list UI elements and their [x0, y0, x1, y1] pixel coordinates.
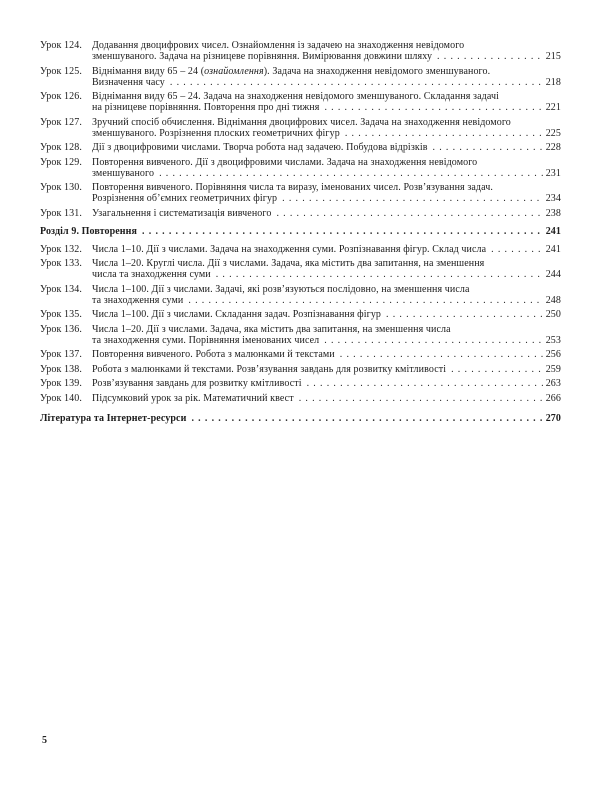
dot-leader	[386, 309, 543, 320]
section-title: Література та Інтернет-ресурси	[40, 412, 187, 424]
dot-leader	[170, 77, 543, 88]
entry-text	[92, 142, 428, 153]
entry-text	[92, 51, 432, 62]
page-ref: 221	[545, 102, 561, 113]
entry-line	[92, 91, 561, 102]
lesson-label: Урок 130.	[40, 182, 82, 193]
page-ref: 253	[545, 334, 561, 346]
entry-text	[92, 168, 154, 179]
entry-text	[92, 335, 319, 346]
entry-line	[92, 40, 561, 51]
entry-line	[92, 393, 561, 404]
entry-line	[92, 309, 561, 320]
entry-line	[92, 51, 561, 62]
lesson-label: Урок 132.	[40, 243, 82, 255]
toc-entry	[40, 244, 561, 255]
toc-entry	[40, 378, 561, 389]
entry-line	[92, 335, 561, 346]
lesson-label: Урок 124.	[40, 40, 82, 51]
lesson-label: Урок 127.	[40, 116, 82, 128]
entry-body	[92, 364, 561, 375]
entry-text	[92, 364, 446, 375]
toc-entry	[40, 117, 561, 139]
page-ref: 259	[545, 363, 561, 375]
entry-text-segment: ). Задача на знаходження невідомого зменшуваного.	[263, 65, 491, 77]
toc-section-row	[40, 226, 561, 237]
dot-leader	[276, 208, 542, 219]
entry-line	[92, 168, 561, 179]
entry-body	[92, 208, 561, 219]
dot-leader	[159, 168, 543, 179]
lesson-label: Урок 133.	[40, 258, 82, 269]
page-ref: 241	[545, 225, 561, 237]
toc-section-row	[40, 413, 561, 424]
page-ref: 231	[545, 167, 561, 179]
entry-body	[92, 324, 561, 346]
entry-body	[92, 157, 561, 179]
page-ref: 215	[545, 51, 561, 62]
page-ref: 228	[545, 142, 561, 153]
entry-line	[92, 66, 561, 77]
entry-line	[92, 349, 561, 360]
entry-line	[92, 295, 561, 306]
entry-line	[92, 378, 561, 389]
section-title: Розділ 9. Повторення	[40, 225, 138, 237]
entry-text-segment: Повторення вивченого. Дії з двоцифровими числами. Задача на знаходження невідомого	[92, 156, 478, 168]
entry-text	[92, 208, 271, 219]
dot-leader	[437, 51, 543, 62]
entry-text-segment: на різницеве порівняння. Повторення про дні тижня	[92, 102, 320, 113]
dot-leader	[299, 393, 543, 404]
entry-body	[92, 258, 561, 280]
entry-text-segment: Повторення вивченого. Робота з малюнками й текстами	[92, 349, 335, 360]
entry-text-italic: ознайомлення	[204, 65, 264, 77]
entry-line	[92, 77, 561, 88]
entry-line	[92, 142, 561, 153]
entry-text-segment: Додавання двоцифрових чисел. Ознайомлення із задачею на знаходження невідомого	[92, 40, 465, 51]
toc-entry	[40, 364, 561, 375]
entry-line	[92, 102, 561, 113]
toc-entry	[40, 349, 561, 360]
entry-line	[92, 364, 561, 375]
entry-text	[92, 244, 486, 255]
entry-text	[92, 193, 277, 204]
entry-text	[92, 393, 294, 404]
lesson-label: Урок 139.	[40, 378, 82, 389]
entry-text-segment: Віднімання виду 65 – 24 (	[92, 65, 205, 77]
page-ref: 241	[545, 243, 561, 255]
entry-line	[92, 284, 561, 295]
entry-text-segment: зменшуваного. Розрізнення плоских геометричних фігур	[92, 127, 340, 139]
entry-body	[92, 40, 561, 62]
dot-leader	[324, 102, 542, 113]
entry-line	[92, 269, 561, 280]
toc-entry	[40, 208, 561, 219]
entry-text	[92, 128, 340, 139]
dot-leader	[340, 349, 543, 360]
lesson-label: Урок 137.	[40, 349, 82, 360]
dot-leader	[216, 269, 543, 280]
dot-leader	[491, 244, 543, 255]
entry-text	[92, 269, 211, 280]
toc-entry	[40, 40, 561, 62]
entry-text	[92, 295, 183, 306]
page-ref: 218	[545, 76, 561, 88]
toc-entry	[40, 393, 561, 404]
toc-entry	[40, 258, 561, 280]
lesson-label: Урок 125.	[40, 65, 82, 77]
entry-text-segment: Повторення вивченого. Порівняння числа та виразу, іменованих чисел. Розв’язування задач.	[92, 182, 493, 193]
entry-body	[92, 66, 561, 88]
dot-leader	[324, 335, 542, 346]
dot-leader	[433, 142, 543, 153]
entry-line	[92, 117, 561, 128]
entry-text-segment: зменшуваного	[92, 167, 155, 179]
entry-line	[92, 208, 561, 219]
entry-line	[92, 182, 561, 193]
toc-entry	[40, 324, 561, 346]
toc-entry	[40, 157, 561, 179]
entry-text-segment: зменшуваного. Задача на різницеве порівняння. Вимірювання довжини шляху	[92, 51, 433, 62]
page-ref: 248	[545, 294, 561, 306]
entry-text-segment: Числа 1–20. Дії з числами. Задача, яка містить два запитання, на зменшення числа	[92, 323, 451, 335]
table-of-contents	[40, 40, 561, 431]
dot-leader	[142, 226, 543, 237]
entry-text-segment: Узагальнення і систематизація вивченого	[92, 207, 272, 219]
lesson-label: Урок 131.	[40, 207, 82, 219]
entry-body	[92, 182, 561, 204]
toc-entry	[40, 182, 561, 204]
entry-text-segment: числа та знаходження суми	[92, 269, 211, 280]
lesson-label: Урок 136.	[40, 323, 82, 335]
entry-text	[92, 349, 335, 360]
lesson-label: Урок 126.	[40, 91, 82, 102]
entry-text-segment: Віднімання виду 65 – 24. Задача на знаходження невідомого зменшуваного. Складання задачі	[92, 91, 499, 102]
entry-line	[92, 258, 561, 269]
entry-body	[92, 284, 561, 306]
dot-leader	[191, 413, 542, 424]
page-ref: 238	[545, 207, 561, 219]
entry-text	[92, 77, 165, 88]
lesson-label: Урок 135.	[40, 309, 82, 320]
entry-line	[92, 157, 561, 168]
entry-body	[92, 244, 561, 255]
entry-text-segment: Робота з малюнками й текстами. Розв’язування завдань для розвитку кмітливості	[92, 363, 447, 375]
dot-leader	[188, 295, 542, 306]
page-ref: 244	[545, 269, 561, 280]
page-ref: 250	[545, 309, 561, 320]
entry-text-segment: та знаходження суми	[92, 294, 184, 306]
entry-body	[92, 309, 561, 320]
dot-leader	[345, 128, 543, 139]
entry-text-segment: Визначення часу	[92, 76, 165, 88]
toc-entry	[40, 66, 561, 88]
dot-leader	[307, 378, 543, 389]
entry-text-segment: Числа 1–20. Круглі числа. Дії з числами. Задача, яка містить два запитання, на зменшення	[92, 258, 485, 269]
toc-entry	[40, 142, 561, 153]
lesson-label: Урок 129.	[40, 156, 82, 168]
entry-text-segment: Зручний спосіб обчислення. Віднімання двоцифрових чисел. Задача на знаходження невідомого	[92, 116, 511, 128]
dot-leader	[451, 364, 543, 375]
entry-line	[92, 128, 561, 139]
entry-text-segment: Розв’язування завдань для розвитку кмітливості	[92, 378, 302, 389]
page-ref: 266	[545, 392, 561, 404]
entry-text	[92, 378, 302, 389]
entry-line	[92, 193, 561, 204]
entry-text-segment: Числа 1–100. Дії з числами. Складання задач. Розпізнавання фігур	[92, 309, 382, 320]
page-ref: 256	[545, 349, 561, 360]
toc-entry	[40, 309, 561, 320]
footer-page-number: 5	[42, 735, 47, 746]
lesson-label: Урок 140.	[40, 392, 82, 404]
entry-text-segment: Числа 1–10. Дії з числами. Задача на знаходження суми. Розпізнавання фігур. Склад числа	[92, 243, 487, 255]
page-ref: 263	[545, 378, 561, 389]
entry-body	[92, 117, 561, 139]
entry-text-segment: Підсумковий урок за рік. Математичний квест	[92, 392, 294, 404]
entry-text-segment: та знаходження суми. Порівняння іменованих чисел	[92, 334, 320, 346]
toc-entry	[40, 284, 561, 306]
entry-text	[92, 309, 381, 320]
entry-text-segment: Числа 1–100. Дії з числами. Задачі, які розв’язуються послідовно, на зменшення числа	[92, 283, 470, 295]
entry-line	[92, 324, 561, 335]
dot-leader	[282, 193, 543, 204]
entry-text	[92, 102, 319, 113]
lesson-label: Урок 138.	[40, 363, 82, 375]
page-ref: 270	[545, 412, 561, 424]
entry-body	[92, 91, 561, 113]
entry-line	[92, 244, 561, 255]
lesson-label: Урок 134.	[40, 283, 82, 295]
toc-entry	[40, 91, 561, 113]
lesson-label: Урок 128.	[40, 142, 82, 153]
entry-body	[92, 142, 561, 153]
entry-body	[92, 349, 561, 360]
page-ref: 225	[545, 127, 561, 139]
entry-body	[92, 378, 561, 389]
entry-text-segment: Дії з двоцифровими числами. Творча робота над задачею. Побудова відрізків	[92, 142, 428, 153]
page-ref: 234	[545, 193, 561, 204]
entry-body	[92, 393, 561, 404]
entry-text-segment: Розрізнення об’ємних геометричних фігур	[92, 193, 278, 204]
